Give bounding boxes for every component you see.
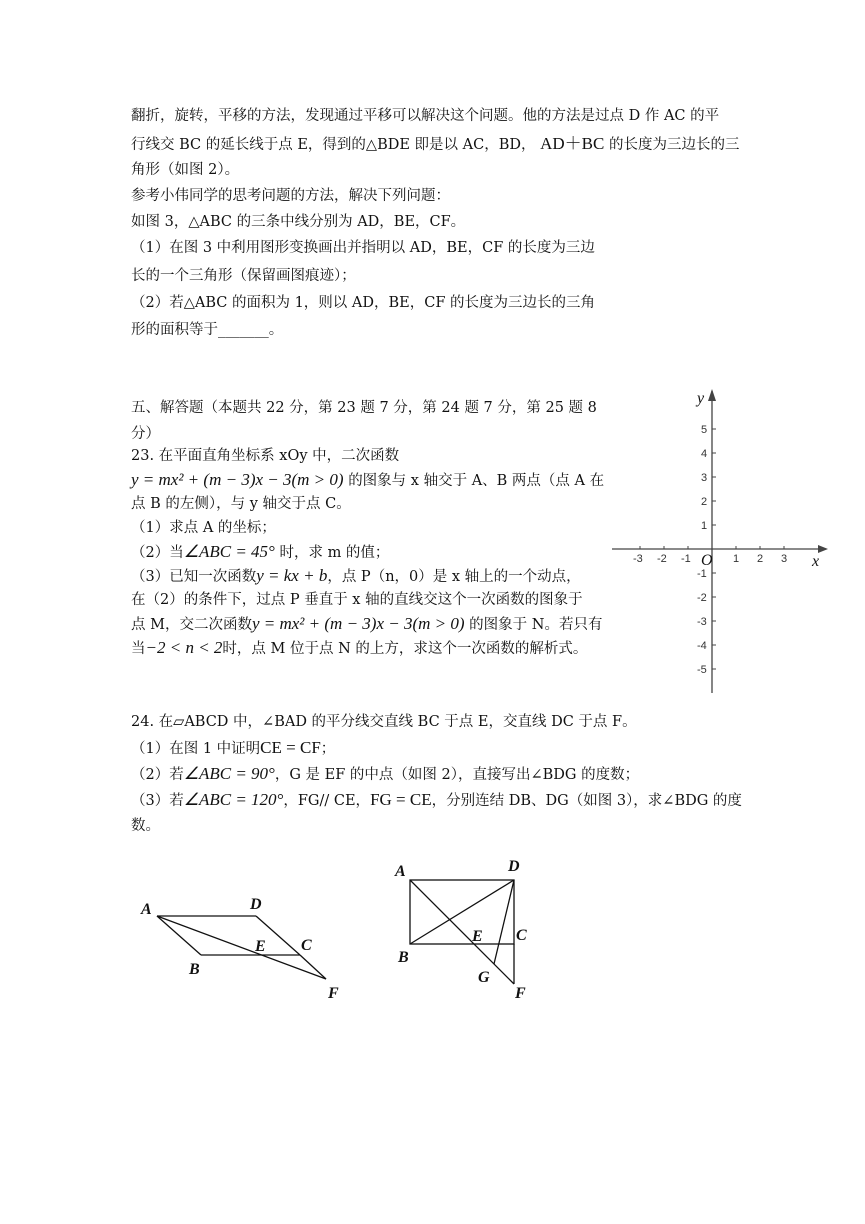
y-tick-label: 2 xyxy=(701,496,708,508)
math-expr: ∠ABC = 90° xyxy=(183,764,275,783)
math-expr: ∠ABC = 120° xyxy=(183,790,284,809)
label-f: F xyxy=(515,985,526,1002)
section-heading: 分） xyxy=(131,426,160,442)
y-axis-arrow xyxy=(708,389,716,401)
y-tick-label: 1 xyxy=(701,520,708,532)
figure-1-parallelogram xyxy=(135,885,350,1005)
question-23: 23. 在平面直角坐标系 xOy 中，二次函数 xyxy=(131,448,400,464)
text-line: （1）求点 A 的坐标； xyxy=(131,520,276,536)
coordinate-plane xyxy=(600,385,840,700)
text-line xyxy=(131,542,389,563)
y-tick-label: -2 xyxy=(697,592,707,604)
origin-label: O xyxy=(701,552,713,569)
segment-dg xyxy=(494,880,514,964)
label-g: G xyxy=(478,969,490,986)
text-span: 当 xyxy=(131,641,146,657)
text-span: （1）在图 1 中证明 xyxy=(131,741,261,757)
text-span: （2）若 xyxy=(131,767,184,783)
text-line xyxy=(131,134,739,155)
x-tick-label: -2 xyxy=(657,553,667,565)
text-span: ，G 是 EF 的中点（如图 2），直接写出∠BDG 的度数； xyxy=(274,767,640,783)
text-line: 在（2）的条件下，过点 P 垂直于 x 轴的直线交这个一次函数的图象于 xyxy=(131,592,583,608)
math-expr: y = mx² + (m − 3)x − 3(m > 0) xyxy=(131,470,344,489)
text-span: 时，求 m 的值； xyxy=(279,545,390,561)
text-line: （1）在图 3 中利用图形变换画出并指明以 AD，BE，CF 的长度为三边 xyxy=(131,240,595,256)
text-span: ，点 P（n，0）是 x 轴上的一个动点， xyxy=(327,569,581,585)
figure-2-rectangle xyxy=(390,852,540,1007)
text-line xyxy=(131,738,335,759)
label-c: C xyxy=(516,927,527,944)
x-tick-label: 1 xyxy=(733,553,740,565)
text-span: 的长度为三边长的三 xyxy=(608,137,740,153)
label-e: E xyxy=(255,938,266,955)
text-span: （3）若 xyxy=(131,793,184,809)
text-line: （2）若△ABC 的面积为 1，则以 AD，BE，CF 的长度为三边长的三角 xyxy=(131,295,596,311)
text-span: ； xyxy=(320,741,336,757)
text-line: 角形（如图 2）。 xyxy=(131,162,240,178)
segment-bd xyxy=(410,880,514,944)
text-line xyxy=(131,638,587,659)
text-span: 的图象与 x 轴交于 A、B 两点（点 A 在 xyxy=(348,473,605,489)
label-a: A xyxy=(395,863,406,880)
math-expr: y = mx² + (m − 3)x − 3(m > 0) xyxy=(251,614,465,633)
segment-af xyxy=(410,880,514,984)
y-tick-label: 3 xyxy=(701,472,708,484)
y-axis-label: y xyxy=(697,390,705,407)
y-tick-label: -5 xyxy=(697,664,707,676)
x-tick-label: -3 xyxy=(633,553,643,565)
y-ticks xyxy=(697,424,716,676)
text-span: （2）当 xyxy=(131,545,184,561)
segment-cf xyxy=(300,955,326,979)
label-c: C xyxy=(301,937,312,954)
text-line xyxy=(131,764,639,785)
label-e: E xyxy=(472,928,483,945)
label-a: A xyxy=(141,901,152,918)
text-line: 长的一个三角形（保留画图痕迹）； xyxy=(131,268,356,284)
text-line: 数。 xyxy=(131,818,160,834)
text-span: ，FG// CE， xyxy=(283,793,371,809)
y-tick-label: -3 xyxy=(697,616,707,628)
text-line: 翻折，旋转，平移的方法，发现通过平移可以解决这个问题。他的方法是过点 D 作 AC 的平 xyxy=(131,108,720,124)
math-expr: ∠ABC = 45° xyxy=(183,542,275,561)
text-line xyxy=(131,790,742,811)
text-span: 时，点 M 位于点 N 的上方，求这个一次函数的解析式。 xyxy=(222,641,588,657)
y-tick-label: -1 xyxy=(697,568,707,580)
text-span: 点 M，交二次函数 xyxy=(131,617,252,633)
segment-ab xyxy=(157,916,201,955)
text-span: 行线交 BC 的延长线于点 E，得到的△BDE 即是以 AC，BD， xyxy=(131,137,536,153)
text-span: ，分别连结 DB、DG（如图 3），求∠BDG 的度 xyxy=(431,793,742,809)
x-tick-label: 3 xyxy=(781,553,788,565)
math-expr: CE = CF xyxy=(260,738,321,757)
text-line xyxy=(131,566,581,587)
math-expr: y = kx + b xyxy=(256,566,328,585)
text-span: 的图象于 N。若只有 xyxy=(469,617,603,633)
x-tick-label: 2 xyxy=(757,553,764,565)
y-tick-label: -4 xyxy=(697,640,707,652)
text-line xyxy=(131,614,602,635)
text-line xyxy=(131,470,604,491)
label-b: B xyxy=(398,949,409,966)
y-tick-label: 4 xyxy=(701,448,708,460)
text-line: 点 B 的左侧），与 y 轴交于点 C。 xyxy=(131,496,351,512)
math-expr: FG = CE xyxy=(370,790,432,809)
math-expr: −2 < n < 2 xyxy=(145,638,223,657)
text-line: 参考小伟同学的思考问题的方法，解决下列问题： xyxy=(131,188,450,204)
text-line: 如图 3，△ABC 的三条中线分别为 AD，BE，CF。 xyxy=(131,214,466,230)
label-f: F xyxy=(328,985,339,1002)
x-tick-label: -1 xyxy=(681,553,691,565)
section-heading: 五、解答题（本题共 22 分，第 23 题 7 分，第 24 题 7 分，第 25 题 8 xyxy=(131,400,597,416)
x-axis-label: x xyxy=(812,553,820,570)
y-tick-label: 5 xyxy=(701,424,708,436)
text-span: （3）已知一次函数 xyxy=(131,569,257,585)
label-d: D xyxy=(250,896,262,913)
x-axis-arrow xyxy=(818,545,828,553)
label-d: D xyxy=(508,858,520,875)
text-line: 形的面积等于_______。 xyxy=(131,322,284,338)
question-24: 24. 在▱ABCD 中，∠BAD 的平分线交直线 BC 于点 E，交直线 DC 于点 F。 xyxy=(131,714,637,730)
math-expr: AD＋BC xyxy=(540,134,605,153)
label-b: B xyxy=(189,961,200,978)
